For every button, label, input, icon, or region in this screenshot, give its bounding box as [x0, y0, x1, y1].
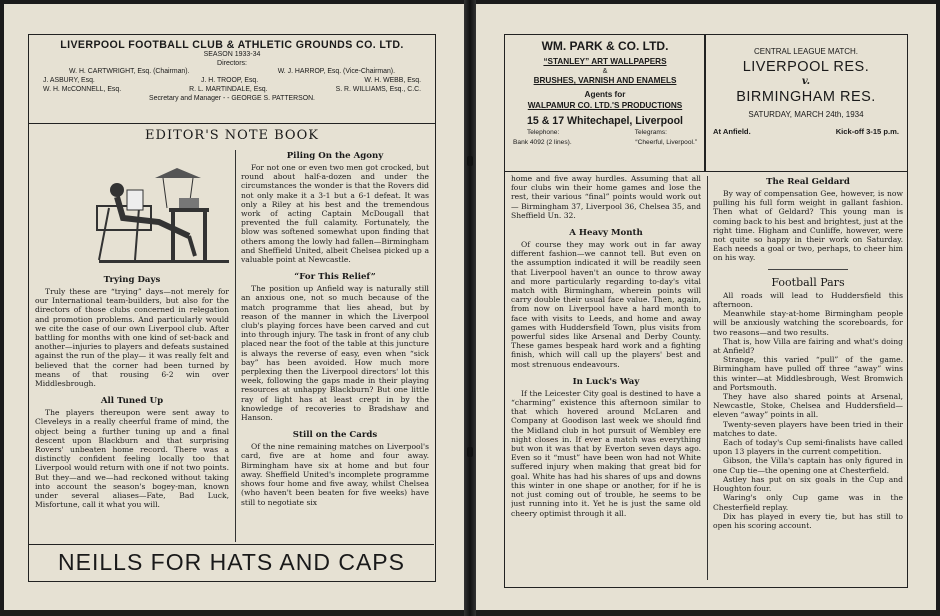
paragraph: Of course they may work out in far away different fashion—we cannot tell. But even on the assumption indicated it will be readily seen that Liverpool haven't an ounce to throw away and more particularly regarding to-day's vital match with Birmingham, wherein points will carry double their usual face value. Then, again, from now on Liverpool have a hard month to face with visits to Leeds, and home and away games with Huddersfield Town, plus visits from powerful sides like Arsenal and Derby County. These games bespeak hard work and a fighting finish, which will call up the players' best and most strenuous endeavours. — [511, 240, 701, 369]
away-team: BIRMINGHAM RES. — [736, 89, 876, 105]
heading-in-lucks-way: In Luck's Way — [572, 376, 640, 387]
heading-trying-days: Trying Days — [103, 275, 161, 285]
heading-football-pars: Football Pars — [771, 275, 845, 289]
advert-ampersand: & — [602, 66, 608, 75]
kickoff-time: Kick-off 3-15 p.m. — [835, 127, 899, 136]
director: R. L. MARTINDALE, Esq. — [189, 86, 268, 93]
telephone-number: Bank 4092 (2 lines). — [513, 139, 572, 146]
advert-agents: Agents for — [584, 90, 626, 99]
paragraph: Gibson, the Villa's captain has only figured in one Cup tie—the opening one at Chesterfield. — [713, 456, 903, 475]
paragraph: They have also shared points at Arsenal, Newcastle, Stoke, Chelsea and Huddersfield—eleven “away” points in all. — [713, 392, 903, 420]
column-divider — [707, 176, 708, 580]
advert-phones — [505, 139, 705, 147]
right-articles-box — [504, 170, 908, 588]
paragraph: If the Leicester City goal is destined to have a “charming” existence this afternoon similar to that which hovered around McLaren and Company at Goodison last week we should find the Midland club in hot pursuit of Wembley ere night closes in. If ever a match was everything but won it was that by Everton seven days ago. Even so it “must” have been won had not White suffered injury when making that great bid for goal. White has had his shares of ups and downs this winter in one shape or another, for if he is not just coming out of trouble, he seems to be just running into it. Yet he is just the same old cheery optimist through it all. — [511, 388, 701, 518]
director: J. H. TROOP, Esq. — [200, 77, 259, 84]
venue: At Anfield. — [713, 127, 751, 136]
paragraph: home and five away hurdles. Assuming that all four clubs win their home games and lose the rest, their various “final” points would work out— Birmingham 37, Liverpool 36, Chelsea 35, and Sheffield Un. 32. — [511, 174, 701, 220]
paragraph: All roads will lead to Huddersfield this afternoon. — [713, 290, 903, 310]
advert-line: “STANLEY” ART WALLPAPERS — [543, 57, 667, 66]
heading-piling-on-the-agony: Piling On the Agony — [286, 151, 384, 161]
match-venue-row — [705, 127, 907, 136]
heading-still-on-the-cards: Still on the Cards — [292, 430, 378, 441]
paragraph: Each of today's Cup semi-finalists have called upon 13 players in the current competition. — [713, 438, 903, 457]
paragraph: Dix has played in every tie, but has still to open his scoring account. — [713, 511, 903, 530]
paragraph: Of the nine remaining matches on Liverpool's card, five are at home and four away. Birmingham have six at home and but four away. Sheffield United's incomplete programme shows four home and five away, whilst Chelsea (who haven't been beaten for five weeks) have still to negotiate six — [241, 442, 429, 507]
paragraph: Meanwhile stay-at-home Birmingham people will be anxiously watching the scoreboards, for two reasons—and two results. — [713, 309, 903, 337]
paragraph: Waring's only Cup game was in the Chesterfield replay. — [713, 493, 903, 512]
director: J. ASBURY, Esq. — [43, 77, 95, 84]
paragraph: Strange, this varied “pull” of the game. Birmingham have pulled off three “away” wins this winter—at Middlesbrough, West Bromwich and Portsmouth. — [713, 355, 903, 392]
heading-for-this-relief: “For This Relief” — [294, 272, 376, 283]
director: S. R. WILLIAMS, Esq., C.C. — [335, 86, 421, 93]
neills-advert: NEILLS FOR HATS AND CAPS — [29, 544, 434, 580]
advert-line: WALPAMUR CO. LTD.'S PRODUCTIONS — [527, 101, 683, 110]
advert-line: BRUSHES, VARNISH AND ENAMELS — [533, 76, 677, 85]
paragraph: Astley has put on six goals in the Cup and Houghton four. — [713, 474, 903, 494]
staple-hole — [467, 156, 473, 166]
director: W. H. CARTWRIGHT, Esq. (Chairman). — [69, 68, 190, 75]
telegrams-address: “Cheerful, Liverpool.” — [635, 139, 697, 146]
left-page — [4, 4, 464, 610]
directors-row — [29, 85, 435, 94]
home-team: LIVERPOOL RES. — [742, 59, 870, 75]
paragraph: By way of compensation Gee, however, is now pulling his full form weight in gallant fashion. Then what of Geldard? This young man is coming back to his best and brightest, just at the right time. Higham and Cunliffe, however, were not quite so happy in their work on Saturday. Each needs a goal or two, perhaps, to cheer him on his way. — [713, 189, 903, 263]
match-announcement-box — [704, 34, 908, 172]
column-divider — [235, 150, 236, 542]
editors-note-book-title: EDITOR'S NOTE BOOK — [145, 128, 319, 143]
league-title: CENTRAL LEAGUE MATCH. — [753, 47, 858, 56]
paragraph: Truly these are “trying” days—not merely for our International team-builders, but also for the directors of those clubs concerned in relegation and promotion problems. And particularly would we cite the case of our own Liverpool club. After battling for months with one kind of set-back and another—injuries to players and defeats sustained against the run of the play— it was really felt and believed that the corner had been turned by means of that rousing 6-2 win over Middlesbrough. — [35, 287, 229, 389]
divider-rule — [768, 269, 848, 270]
advert-address: 15 & 17 Whitechapel, Liverpool — [526, 115, 683, 127]
secretary: Secretary and Manager - - GEORGE S. PATTERSON. — [149, 95, 315, 102]
heading-a-heavy-month: A Heavy Month — [569, 228, 643, 239]
binding-spine — [464, 0, 476, 616]
paragraph: For not one or even two men got crocked, but round about half-a-dozen and under the circumstances the wonder is that the Rovers did not only make it a 3-1 but a 6-1 defeat. It was only a Riley at his best and the tremendous work of acting Captain McDougall that prevented the full calamity. Fortunately, the blow was softened somewhat upon finding that others among the lowly had fallen—Birmingham and Sheffield United, albeit Chelsea picked up a valuable point at Newcastle. — [241, 163, 429, 265]
telephone-label: Telephone: — [527, 129, 560, 136]
paragraph: Twenty-seven players have been tried in their matches to date. — [713, 419, 903, 438]
season: SEASON 1933-34 — [203, 51, 261, 58]
paragraph: The players thereupon were sent away to Cleveleys in a really cheerful frame of mind, the object being a further tuning up and a final descent upon Blackburn and that surprising Rovers' unbeaten home record. There was a distinctly confident feeling locally too that Liverpool would return with one if not two points. But they—and we—had reckoned without taking into account the season's bogey-man, known under several aliases—Fate, Bad Luck, Misfortune, call it what you will. — [35, 408, 229, 510]
right-column-1 — [511, 174, 701, 582]
match-date: SATURDAY, MARCH 24th, 1934 — [748, 110, 864, 119]
left-column-2 — [241, 148, 429, 546]
versus: v. — [801, 76, 811, 87]
wm-park-advert — [504, 34, 706, 172]
left-column-1 — [35, 272, 229, 558]
paragraph: That is, how Villa are fairing and what's doing at Anfield? — [713, 336, 903, 356]
editors-notebook-box — [28, 122, 436, 582]
director: W. J. HARROP, Esq. (Vice-Chairman). — [277, 68, 395, 75]
director: W. H. WEBB, Esq. — [364, 77, 421, 84]
advert-phones — [505, 129, 705, 137]
directors-title: Directors: — [217, 60, 247, 67]
staple-hole — [467, 447, 473, 457]
right-column-2 — [713, 174, 903, 582]
director: W. H. McCONNELL, Esq. — [43, 86, 122, 93]
directors-row — [29, 76, 435, 85]
heading-the-real-geldard: The Real Geldard — [766, 177, 850, 187]
club-header-box — [28, 34, 436, 124]
heading-all-tuned-up: All Tuned Up — [100, 396, 164, 407]
man-reading-illustration — [39, 148, 239, 274]
directors-row — [29, 67, 435, 76]
telegrams-label: Telegrams: — [634, 129, 667, 136]
club-name: LIVERPOOL FOOTBALL CLUB & ATHLETIC GROUNDS CO. LTD. — [60, 39, 404, 51]
right-page — [476, 4, 936, 610]
paragraph: The position up Anfield way is naturally still an anxious one, not so much because of the match programme that lies ahead, but by reason of the manner in which the Liverpool club's playing forces have been carved and cut into through injury. The task in front of any club placed near the foot of the table at this juncture is always the reverse of easy, even when “sick bay” has been avoided. How much more perplexing then the Liverpool directors' lot this week, following the gaps made in their playing resources at unhappy Blackburn? But one little ray of light has at least crept in by the knowledge of recoveries to Bradshaw and Hanson. — [241, 284, 429, 423]
advertiser-name: WM. PARK & CO. LTD. — [541, 39, 669, 53]
